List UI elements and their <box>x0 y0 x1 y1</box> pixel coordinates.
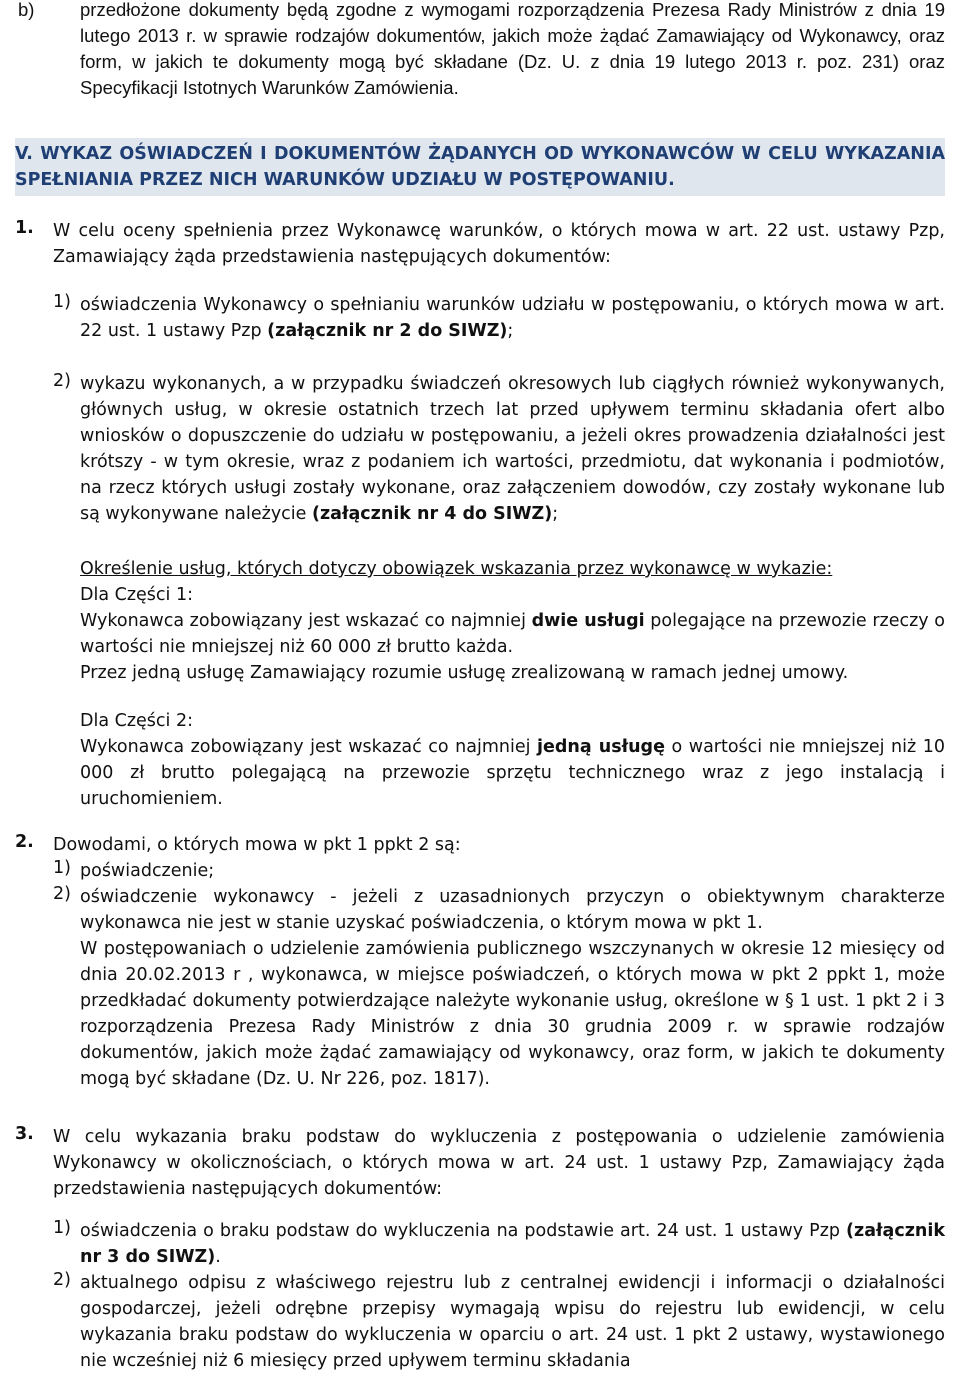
point1-item2 <box>80 371 945 527</box>
section-number: V. <box>15 144 33 164</box>
attachment-4-ref: (załącznik nr 4 do SIWZ) <box>312 504 553 524</box>
part2-bold: jedną usługę <box>537 737 665 757</box>
part1-text <box>80 608 945 660</box>
section-title-text: WYKAZ OŚWIADCZEŃ I DOKUMENTÓW ŻĄDANYCH OD WYKONAWCÓW W CELU WYKAZANIA SPEŁNIANIA PRZEZ NICH WARUNKÓW UDZIAŁU W POSTĘPOWANIU. <box>15 144 945 190</box>
scope-heading: Określenie usług, których dotyczy obowiązek wskazania przez wykonawcę w wykazie: <box>80 559 833 579</box>
part2-text-b: o wartości nie mniejszej niż 10 000 zł brutto polegającą na przewozie sprzętu technicznego wraz z jego instalacją i uruchomieniem. <box>80 737 945 809</box>
point3-text: W celu wykazania braku podstaw do wykluczenia z postępowania o udzielenie zamówienia Wykonawcy w okolicznościach, o których mowa w art. 24 ust. 1 ustawy Pzp, Zamawiający żąda przedstawienia następujących dokumentów: <box>53 1127 945 1199</box>
intro-text: przedłożone dokumenty będą zgodne z wymogami rozporządzenia Prezesa Rady Ministrów z dnia 19 lutego 2013 r. w sprawie rodzajów dokumentów, jakich może żądać Zamawiający od Wykonawcy, oraz form, w jakich te dokumenty mogą być składane (Dz. U. z dnia 19 lutego 2013 r. poz. 231) oraz Specyfikacji Istotnych Warunków Zamówienia. <box>80 0 945 98</box>
point2-item1-marker: 1) <box>53 858 71 878</box>
point3-item1-after: . <box>215 1247 221 1267</box>
part1-note: Przez jedną usługę Zamawiający rozumie usługę zrealizowaną w ramach jednej umowy. <box>80 663 849 683</box>
point2-number: 2. <box>15 832 34 852</box>
point2-item2-marker: 2) <box>53 884 71 904</box>
section-heading <box>15 138 945 196</box>
point3-item1 <box>80 1218 945 1270</box>
point1-item2-text: wykazu wykonanych, a w przypadku świadczeń okresowych lub ciągłych również wykonywanych, głównych usług, w okresie ostatnich trzech lat przed upływem terminu składania ofert albo wniosków o dopuszczenie do udziału w postępowaniu, a jeżeli okres prowadzenia działalności jest krótszy - w tym okresie, wraz z podaniem ich wartości, przedmiotu, dat wykonania i podmiotów, na rzecz których usługi zostały wykonane, oraz załączeniem dowodów, czy zostały wykonane lub są wykonywane należycie <box>80 374 945 524</box>
point1-item2-after: ; <box>552 504 559 524</box>
point3-item1-text: oświadczenia o braku podstaw do wykluczenia na podstawie art. 24 ust. 1 ustawy Pzp <box>80 1221 847 1241</box>
part2-text-a: Wykonawca zobowiązany jest wskazać co najmniej <box>80 737 537 757</box>
point1-item2-marker: 2) <box>53 371 71 391</box>
point1-text: W celu oceny spełnienia przez Wykonawcę warunków, o których mowa w art. 22 ust. ustawy Pzp, Zamawiający żąda przedstawienia następujących dokumentów: <box>53 221 945 267</box>
part2-label: Dla Części 2: <box>80 711 193 731</box>
section-title <box>15 141 945 193</box>
point3-item2: aktualnego odpisu z właściwego rejestru lub z centralnej ewidencji i informacji o działalności gospodarczej, jeżeli odrębne przepisy wymagają wpisu do rejestru lub ewidencji, w celu wykazania braku podstaw do wykluczenia w oparciu o art. 24 ust. 1 pkt 2 ustawy, wystawionego nie wcześniej niż 6 miesięcy przed upływem terminu składania <box>80 1273 945 1371</box>
point2-item1: poświadczenie; <box>80 861 215 881</box>
point2-note: W postępowaniach o udzielenie zamówienia publicznego wszczynanych w okresie 12 miesięcy od dnia 20.02.2013 r , wykonawca, w miejsce poświadczeń, o których mowa w pkt 2 ppkt 1, może przedkładać dokumenty potwierdzające należyte wykonanie usług, określone w § 1 ust. 1 pkt 2 i 3 rozporządzenia Prezesa Rady Ministrów z dnia 30 grudnia 2009 r. w sprawie rodzajów dokumentów, jakich może żądać zamawiający od wykonawcy, oraz form, w jakich te dokumenty mogą być składane (Dz. U. Nr 226, poz. 1817). <box>80 939 945 1089</box>
attachment-2-ref: (załącznik nr 2 do SIWZ) <box>267 321 508 341</box>
point1-item1-after: ; <box>507 321 514 341</box>
part1-bold: dwie usługi <box>531 611 645 631</box>
part1-text-a: Wykonawca zobowiązany jest wskazać co najmniej <box>80 611 532 631</box>
point3-item1-marker: 1) <box>53 1218 71 1238</box>
point3-item2-marker: 2) <box>53 1270 71 1290</box>
point1-number: 1. <box>15 218 34 238</box>
attachment-3-ref: (załącznik nr 3 do SIWZ) <box>80 1221 945 1267</box>
part1-label: Dla Części 1: <box>80 585 193 605</box>
point1-item1-marker: 1) <box>53 292 71 312</box>
part1-text-b: polegające na przewozie rzeczy o wartości nie mniejszej niż 60 000 zł brutto każda. <box>80 611 945 657</box>
point1-item1-text: oświadczenia Wykonawcy o spełnianiu warunków udziału w postępowaniu, o których mowa w art. 22 ust. 1 ustawy Pzp <box>80 295 945 341</box>
point2-text: Dowodami, o których mowa w pkt 1 ppkt 2 są: <box>53 835 461 855</box>
point1-item1 <box>80 292 945 344</box>
part2-text <box>80 734 945 812</box>
intro-marker: b) <box>18 0 35 20</box>
point2-item2: oświadczenie wykonawcy - jeżeli z uzasadnionych przyczyn o obiektywnym charakterze wykonawca nie jest w stanie uzyskać poświadczenia, o którym mowa w pkt 1. <box>80 887 945 933</box>
point3-number: 3. <box>15 1124 34 1144</box>
